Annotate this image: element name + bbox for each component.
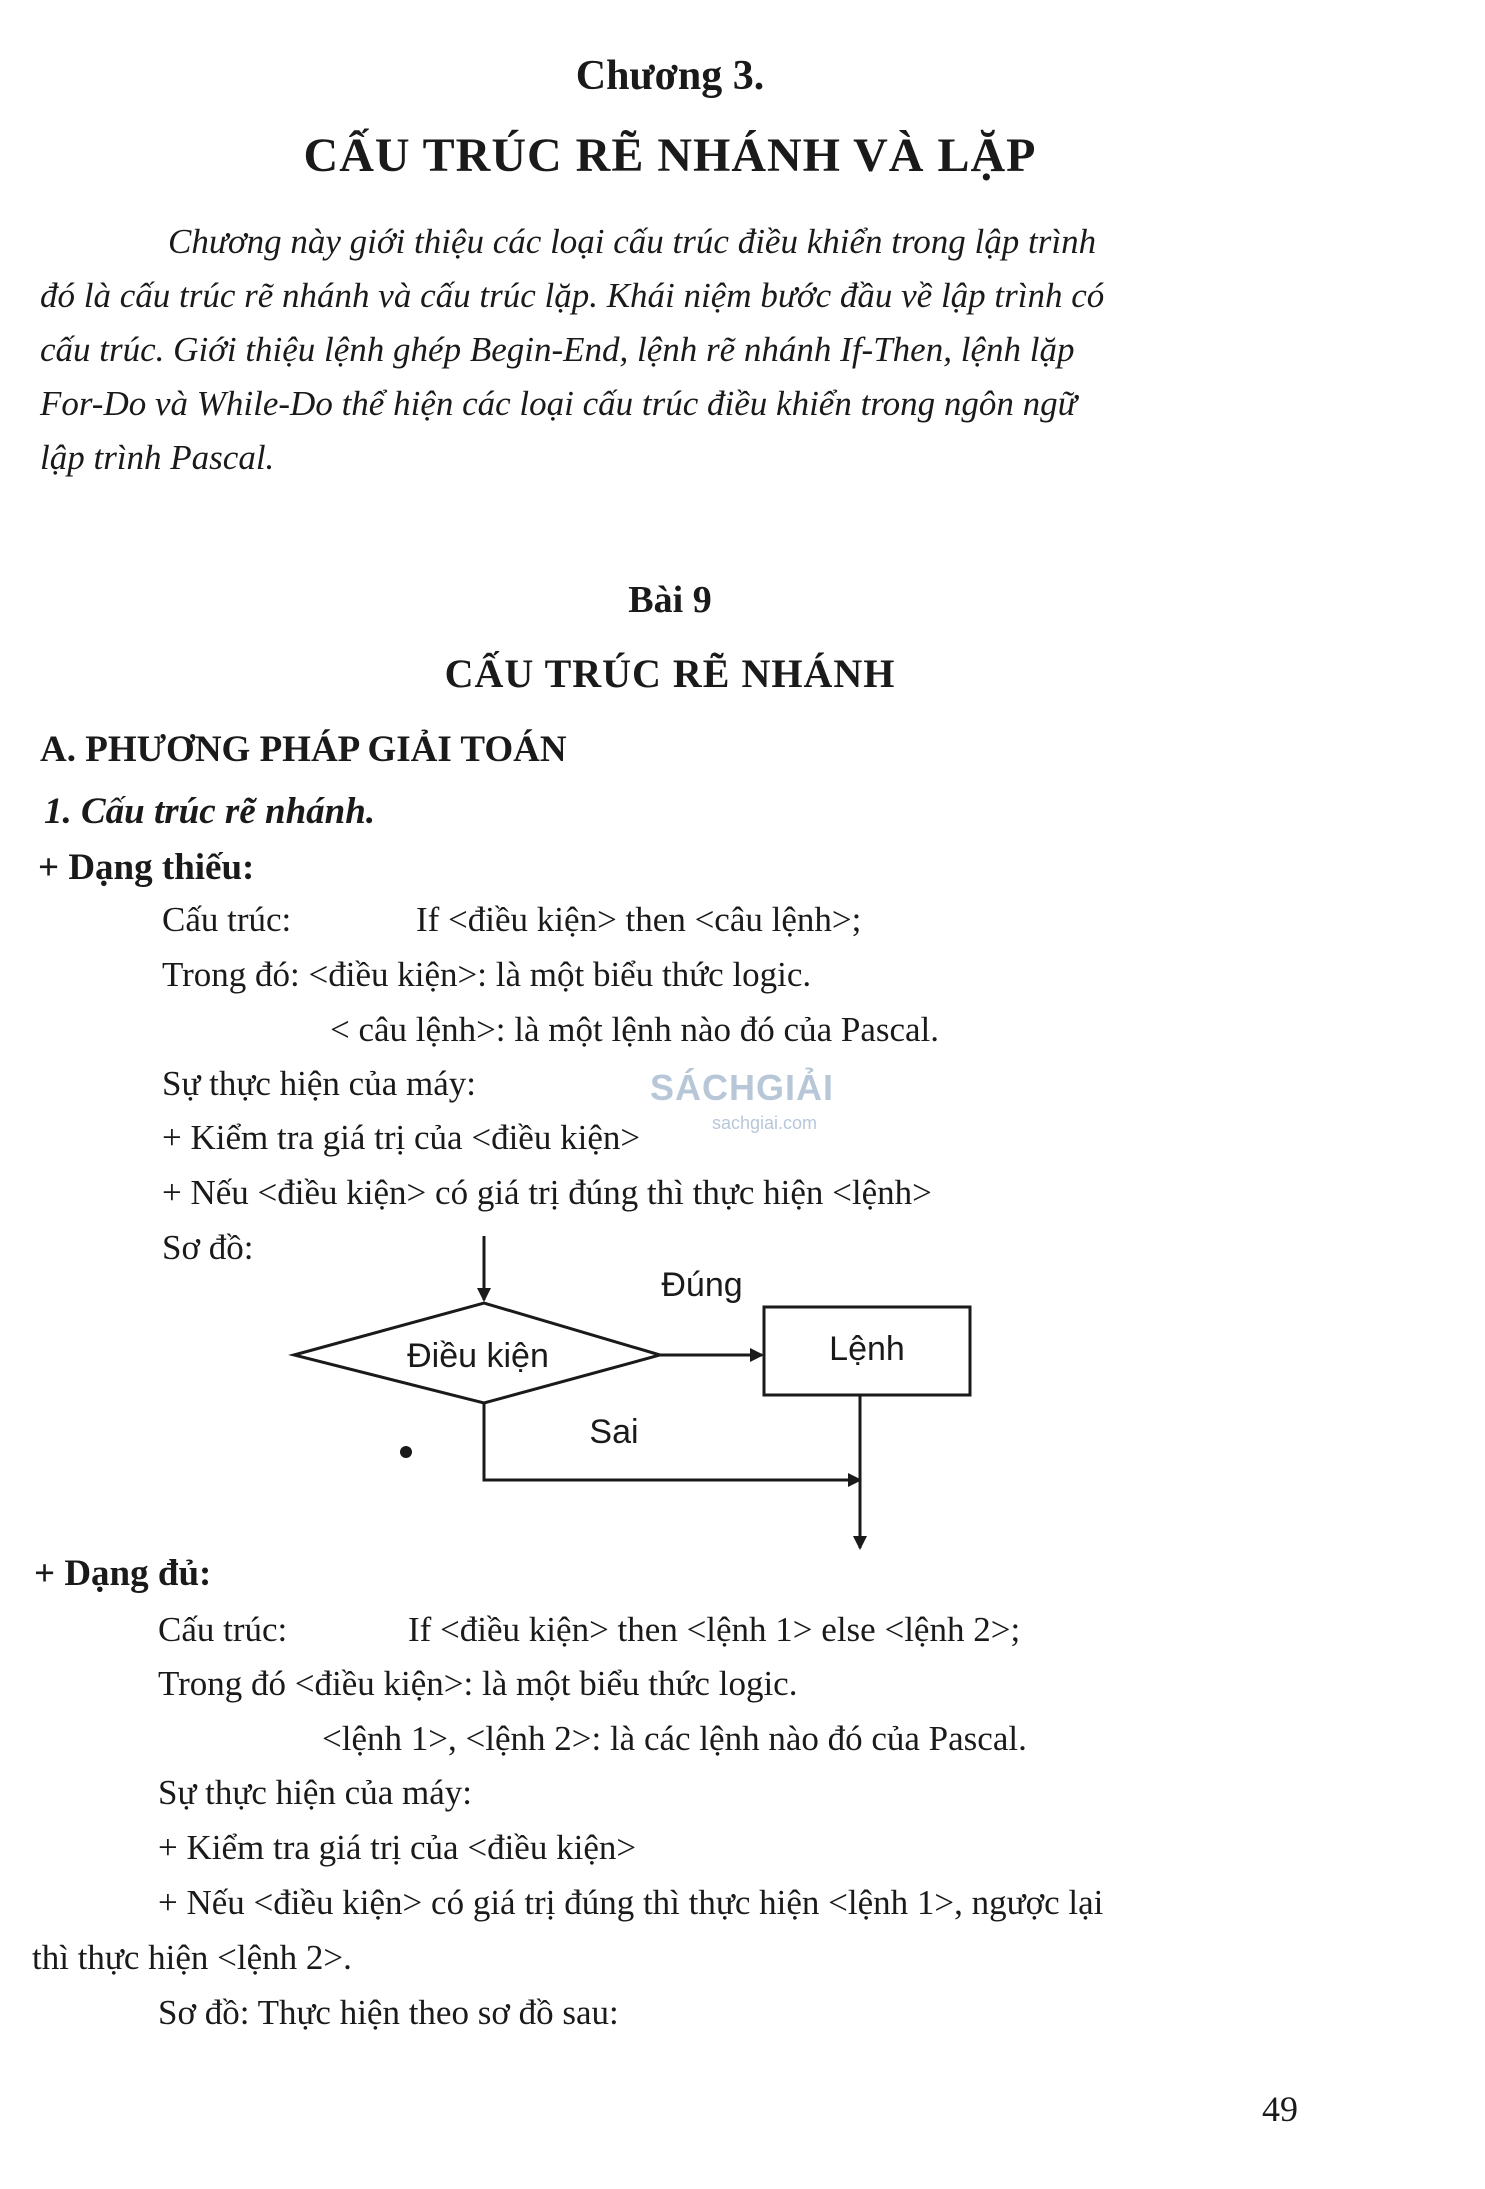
step-line: + Nếu <điều kiện> có giá trị đúng thì thực hiện <lệnh>	[162, 1173, 932, 1212]
trong-do-line: Trong đó <điều kiện>: là một biểu thức logic.	[158, 1664, 798, 1703]
cau-truc-code: If <điều kiện> then <câu lệnh>;	[416, 900, 862, 939]
su-thuc-hien-label: Sự thực hiện của máy:	[158, 1773, 472, 1812]
so-do-label: Sơ đồ:	[162, 1228, 254, 1267]
step-line: + Kiểm tra giá trị của <điều kiện>	[158, 1828, 637, 1867]
chapter-title: CẤU TRÚC RẼ NHÁNH VÀ LẶP	[303, 129, 1037, 182]
bullet-dot	[400, 1446, 412, 1458]
chapter-label: Chương 3.	[575, 53, 765, 99]
cau-truc-code: If <điều kiện> then <lệnh 1> else <lệnh 2>;	[408, 1610, 1021, 1649]
cau-truc-label: Cấu trúc:	[162, 900, 292, 939]
condition-label: Điều kiện	[407, 1337, 549, 1375]
watermark-text: SÁCHGIẢI	[650, 1067, 835, 1108]
cau-truc-label: Cấu trúc:	[158, 1610, 288, 1649]
step-line: + Nếu <điều kiện> có giá trị đúng thì thực hiện <lệnh 1>, ngược lại	[158, 1883, 1104, 1922]
intro-line: đó là cấu trúc rẽ nhánh và cấu trúc lặp. Khái niệm bước đầu về lập trình có	[40, 276, 1105, 315]
intro-line: cấu trúc. Giới thiệu lệnh ghép Begin-End, lệnh rẽ nhánh If-Then, lệnh lặp	[40, 330, 1075, 369]
page-number: 49	[1262, 2089, 1298, 2129]
true-label: Đúng	[661, 1266, 743, 1304]
false-label: Sai	[589, 1413, 639, 1451]
watermark-url: sachgiai.com	[712, 1113, 818, 1133]
trong-do-line: < câu lệnh>: là một lệnh nào đó của Pascal.	[330, 1010, 940, 1049]
dang-thieu-heading: + Dạng thiếu:	[38, 847, 255, 888]
lesson-number: Bài 9	[628, 579, 712, 621]
section-heading: A. PHƯƠNG PHÁP GIẢI TOÁN	[40, 729, 567, 770]
intro-line: lập trình Pascal.	[40, 438, 275, 477]
lesson-title: CẤU TRÚC RẼ NHÁNH	[444, 651, 896, 696]
so-do-label: Sơ đồ: Thực hiện theo sơ đồ sau:	[158, 1993, 619, 2032]
action-label: Lệnh	[829, 1330, 905, 1368]
dang-du-heading: + Dạng đủ:	[34, 1553, 212, 1594]
false-path	[484, 1403, 860, 1480]
intro-line: Chương này giới thiệu các loại cấu trúc điều khiển trong lập trình	[168, 222, 1097, 261]
trong-do-line: <lệnh 1>, <lệnh 2>: là các lệnh nào đó của Pascal.	[322, 1719, 1027, 1758]
subsection-heading: 1. Cấu trúc rẽ nhánh.	[44, 791, 376, 832]
su-thuc-hien-label: Sự thực hiện của máy:	[162, 1064, 476, 1103]
intro-line: For-Do và While-Do thể hiện các loại cấu trúc điều khiển trong ngôn ngữ	[40, 384, 1077, 423]
step-line: + Kiểm tra giá trị của <điều kiện>	[162, 1118, 641, 1157]
trong-do-line: Trong đó: <điều kiện>: là một biểu thức logic.	[162, 955, 812, 994]
step-line: thì thực hiện <lệnh 2>.	[32, 1938, 352, 1977]
